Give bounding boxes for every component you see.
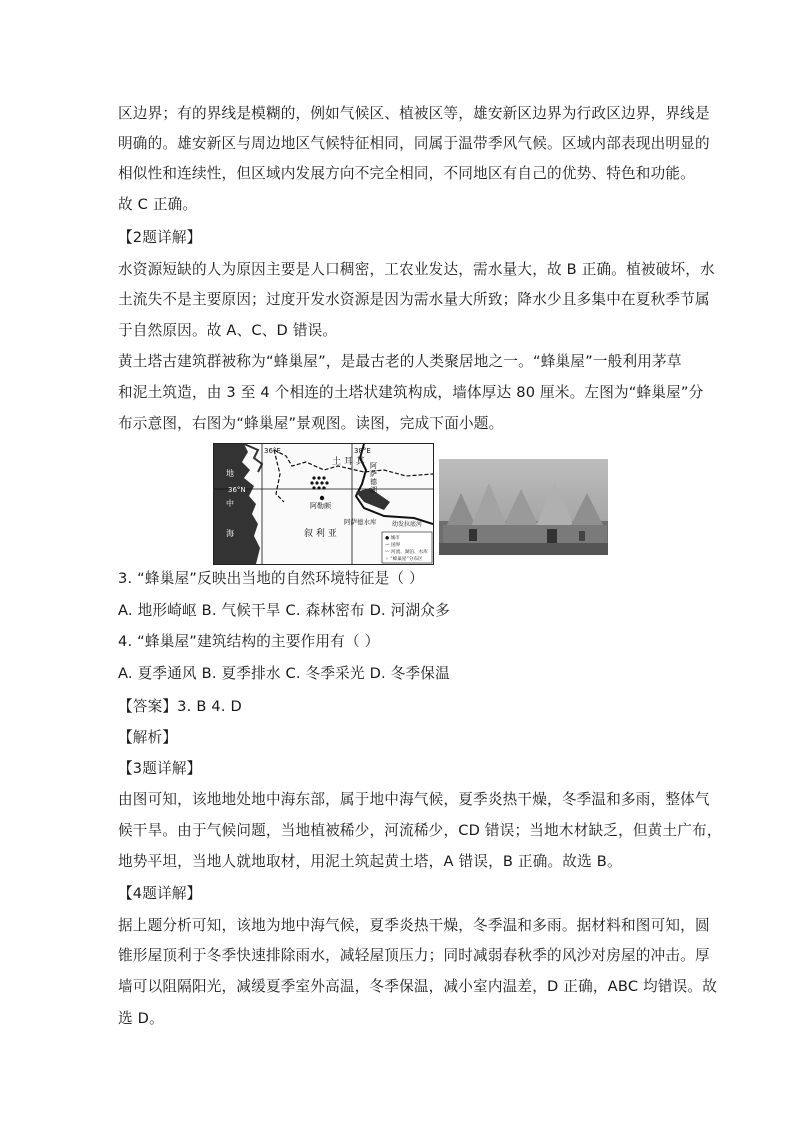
sea-label-3: 海 <box>226 529 234 538</box>
country-syria: 叙 利 亚 <box>304 529 337 539</box>
distribution-map <box>213 443 434 565</box>
beehive-distribution-area <box>310 476 328 489</box>
text-line: 选 D。 <box>118 1010 164 1027</box>
reservoir-label: 阿萨德水库 <box>344 518 377 526</box>
legend-distribution: ⁘ “蜂巢屋”分布区 <box>385 557 423 562</box>
text-line: 据上题分析可知，该地为地中海气候，夏季炎热干燥，冬季温和多雨。据材料和图可知，圆 <box>118 917 710 934</box>
question-3: 3. “蜂巢屋”反映出当地的自然环境特征是（ ） <box>118 570 424 587</box>
lake-label-2: 萨 <box>370 470 377 478</box>
text-line: 由图可知，该地地处地中海东部，属于地中海气候，夏季炎热干燥，冬季温和多雨，整体气 <box>118 791 710 808</box>
question-3-options: A. 地形崎岖 B. 气候干旱 C. 森林密布 D. 河湖众多 <box>118 602 450 619</box>
legend-water: 〰 河流、湖泊、水库 <box>385 550 428 555</box>
text-line: 明确的。雄安新区与周边地区气候特征相同，同属于温带季风气候。区域内部表现出明显的 <box>118 135 710 152</box>
text-line: 土流失不是主要原因；过度开发水资源是因为需水量大所致；降水少且多集中在夏秋季节属 <box>118 291 710 308</box>
text-line: 和泥土筑造，由 3 至 4 个相连的土塔状建筑构成，墙体厚达 80 厘米。左图为“蜂巢屋”分 <box>118 384 704 401</box>
sea-area <box>214 444 260 564</box>
question-4: 4. “蜂巢屋”建筑结构的主要作用有（ ） <box>118 633 380 650</box>
lake-label-1: 阿 <box>370 462 377 470</box>
text-line: 候干旱。由于气候问题，当地植被稀少，河流稀少，CD 错误；当地木材缺乏，但黄土广布， <box>118 822 722 839</box>
city-marker <box>320 496 324 500</box>
euphrates-river <box>356 444 433 524</box>
text-line: 水资源短缺的人为原因主要是人口稠密，工农业发达，需水量大，故 B 正确。植被破坏，水 <box>118 261 715 278</box>
text-line: 地势平坦，当地人就地取材，用泥土筑起黄土塔，A 错误，B 正确。故选 B。 <box>118 853 622 870</box>
lake-label-3: 德 <box>370 478 377 486</box>
text-line: 故 C 正确。 <box>118 196 198 213</box>
legend-city: ● 城市 <box>385 536 400 541</box>
photo-svg <box>439 459 608 555</box>
text-line: 黄土塔古建筑群被称为“蜂巢屋”，是最古老的人类聚居地之一。“蜂巢屋”一般利用茅草 <box>118 353 682 370</box>
text-line: 布示意图，右图为“蜂巢屋”景观图。读图，完成下面小题。 <box>118 415 504 432</box>
section-heading: 【2题详解】 <box>118 229 202 246</box>
text-line: 墙可以阻隔阳光，减缓夏季室外高温，冬季保温，减小室内温差，D 正确，ABC 均错误。故 <box>118 978 718 995</box>
analysis-heading: 【解析】 <box>118 729 178 746</box>
beehive-house-photo <box>439 459 608 555</box>
sea-label-1: 地 <box>226 469 234 478</box>
text-line: 锥形屋顶利于冬季快速排除雨水，减轻屋顶压力；同时减弱春秋季的风沙对房屋的冲击。厚 <box>118 947 710 964</box>
lat-label: 36°N <box>228 486 246 494</box>
sea-label-2: 中 <box>226 499 234 508</box>
legend-border: — 国界 <box>385 543 401 548</box>
lon-right-label: 38°E <box>354 447 371 455</box>
answer-line: 【答案】3. B 4. D <box>118 698 242 715</box>
lake-label-4: 湖 <box>370 486 377 494</box>
question-4-options: A. 夏季通风 B. 夏季排水 C. 冬季采光 D. 冬季保温 <box>118 665 450 682</box>
text-line: 相似性和连续性，但区域内发展方向不完全相同，不同地区有自己的优势、特色和功能。 <box>118 165 695 182</box>
text-line: 区边界；有的界线是模糊的，例如气候区、植被区等，雄安新区边界为行政区边界，界线是 <box>118 105 710 122</box>
river-label: 幼发拉底河 <box>392 521 423 528</box>
country-turkey: 土 耳 其 <box>332 457 365 467</box>
lon-left-label: 36°E <box>264 447 281 455</box>
city-label: 阿勒颇 <box>310 502 331 510</box>
section-heading: 【4题详解】 <box>118 885 202 902</box>
national-border-west <box>274 450 284 502</box>
text-line: 于自然原因。故 A、C、D 错误。 <box>118 322 338 339</box>
map-svg <box>214 444 433 564</box>
section-heading: 【3题详解】 <box>118 760 202 777</box>
